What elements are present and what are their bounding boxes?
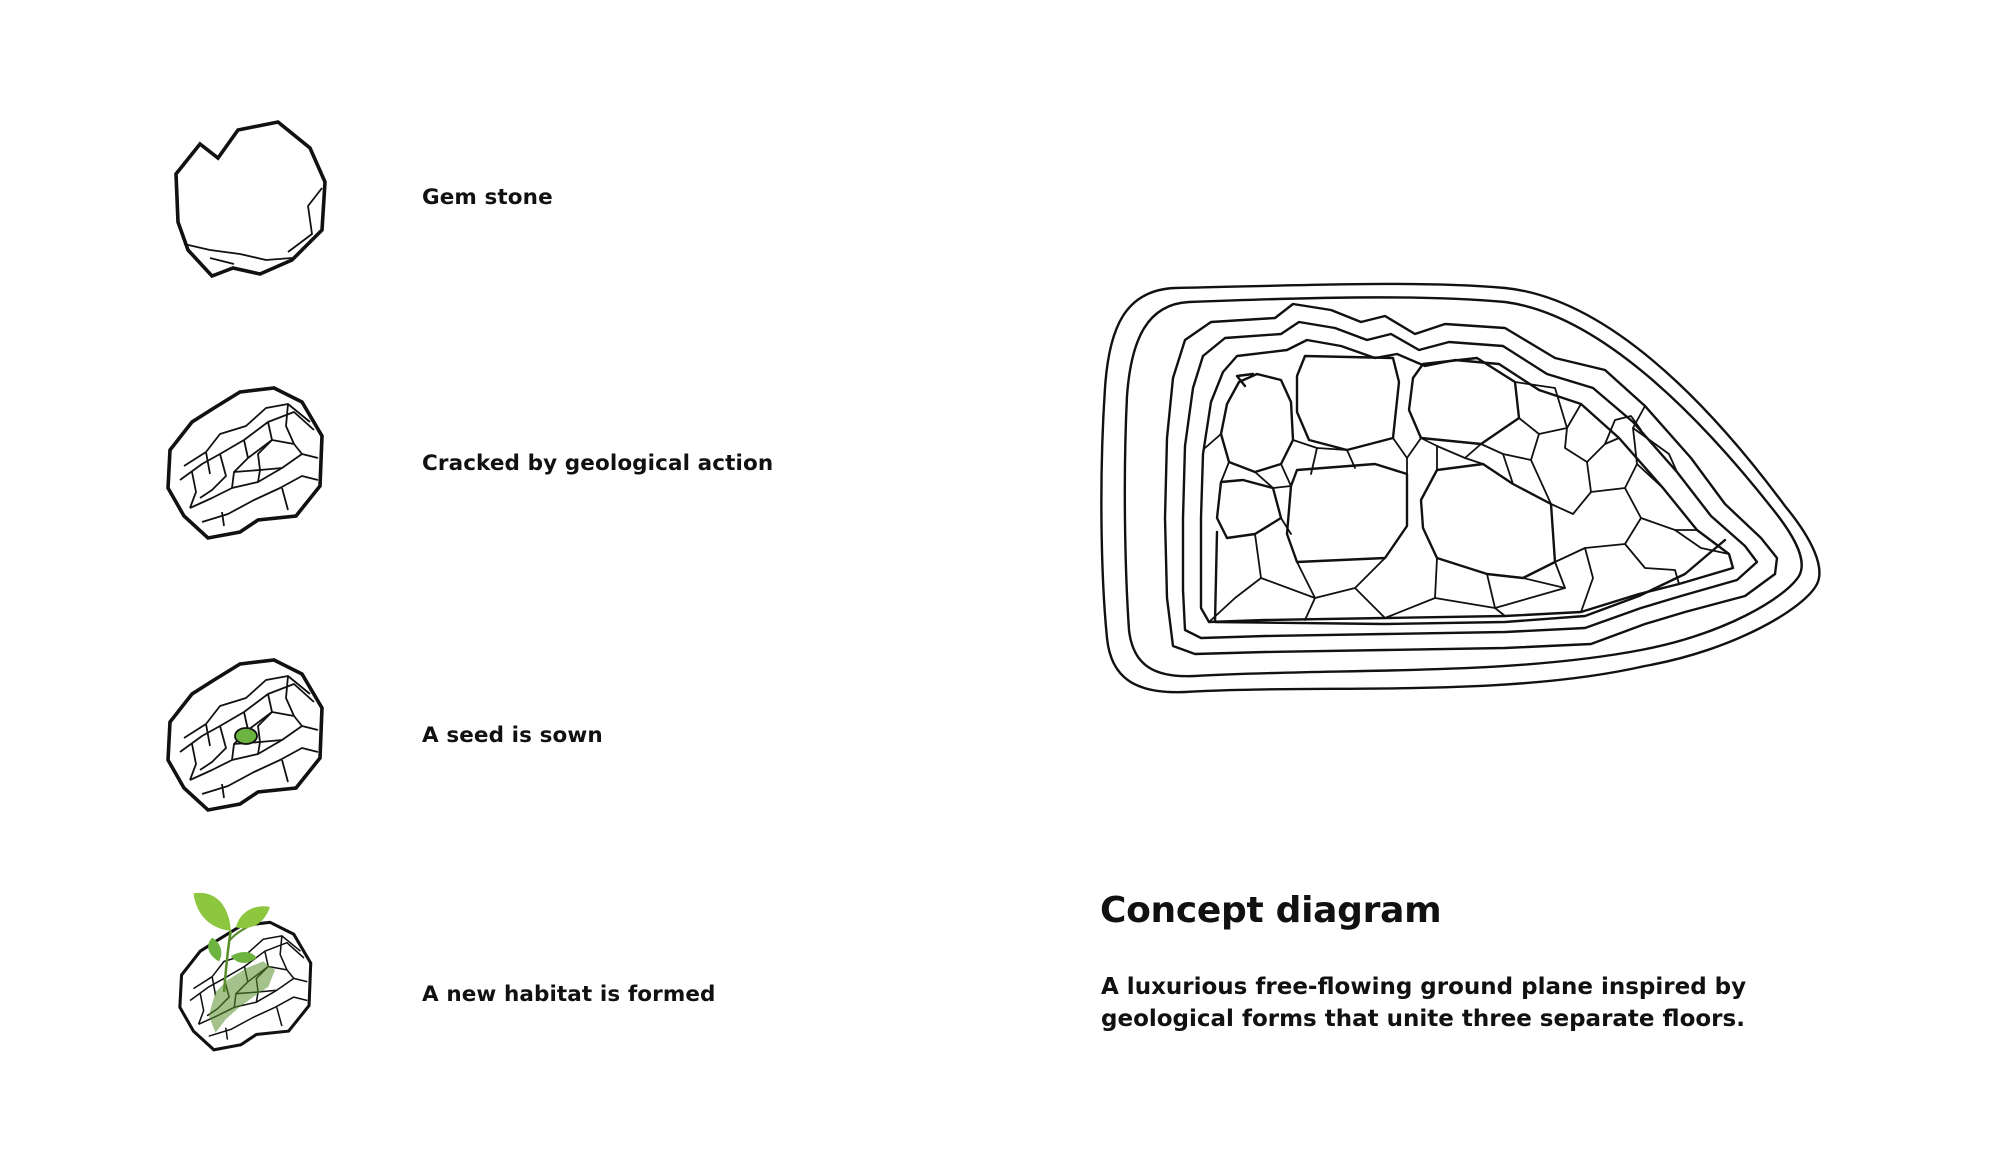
concept-plan-drawing [1085, 278, 1845, 778]
seed-icon [235, 728, 257, 744]
concept-title: Concept diagram [1100, 890, 1442, 931]
gem-stone-icon [170, 118, 340, 288]
stage-label-new-habitat: A new habitat is formed [422, 982, 716, 1007]
concept-description: A luxurious free-flowing ground plane inspired by geological forms that unite three separate floors. [1101, 974, 1747, 1032]
habitat-stone-icon [162, 890, 332, 1060]
stage-label-seed-sown: A seed is sown [422, 723, 603, 748]
cracked-stone-icon [162, 380, 332, 550]
stage-label-cracked: Cracked by geological action [422, 451, 774, 476]
stage-label-gem-stone: Gem stone [422, 185, 553, 210]
seed-stone-icon [162, 652, 332, 822]
